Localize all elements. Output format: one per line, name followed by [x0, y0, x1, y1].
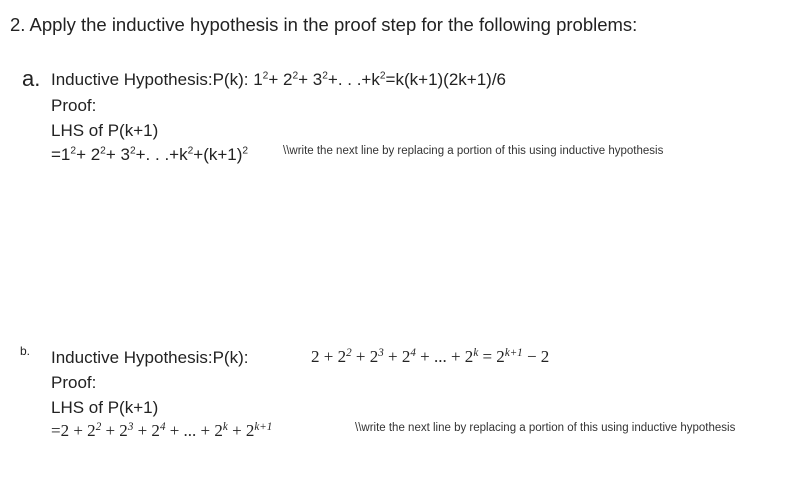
- part-b-step-formula: $=2 + 2^2 + 2^3 + 2^4$ + ... + $2^k + 2^{k+1}$: [51, 420, 273, 440]
- question-title: 2. Apply the inductive hypothesis in the proof step for the following problems:: [10, 14, 638, 35]
- part-b-hypothesis-label: Inductive Hypothesis:P(k):: [51, 348, 249, 367]
- part-b-proof-label: Proof:: [51, 373, 97, 392]
- part-a-note: \\write the next line by replacing a portion of this using inductive hypothesis: [283, 145, 664, 157]
- part-a-step-line: $=1^2+ 2^2+ 3^2+$. . $.+k^2+(k+1)^2$: [51, 145, 249, 164]
- part-b-note: \\write the next line by replacing a portion of this using inductive hypothesis: [355, 422, 736, 434]
- part-b-label: b.: [20, 344, 31, 358]
- part-b-lhs-label: LHS of P(k+1): [51, 398, 159, 417]
- part-a-hypothesis: Inductive Hypothesis:P(k): $1^2+ 2^2+ 3^2+$. . $.+k^2=k(k+1)(2k+1)/6$: [51, 70, 507, 89]
- part-a-label: a.: [22, 66, 41, 91]
- part-a-hypothesis-rest: =k(k+1)(2k+1)/6: [385, 70, 507, 89]
- part-a-lhs-label: LHS of P(k+1): [51, 121, 159, 140]
- part-b-hypothesis-formula: $2 + 2^2 + 2^3 + 2^4$ + ... + $2^k = 2^{k+1} - 2$: [311, 346, 550, 366]
- part-a-hypothesis-prefix: Inductive Hypothesis:P(k): 1: [51, 70, 263, 89]
- part-a-step-prefix: =1: [51, 145, 71, 164]
- part-a-proof-label: Proof:: [51, 96, 97, 115]
